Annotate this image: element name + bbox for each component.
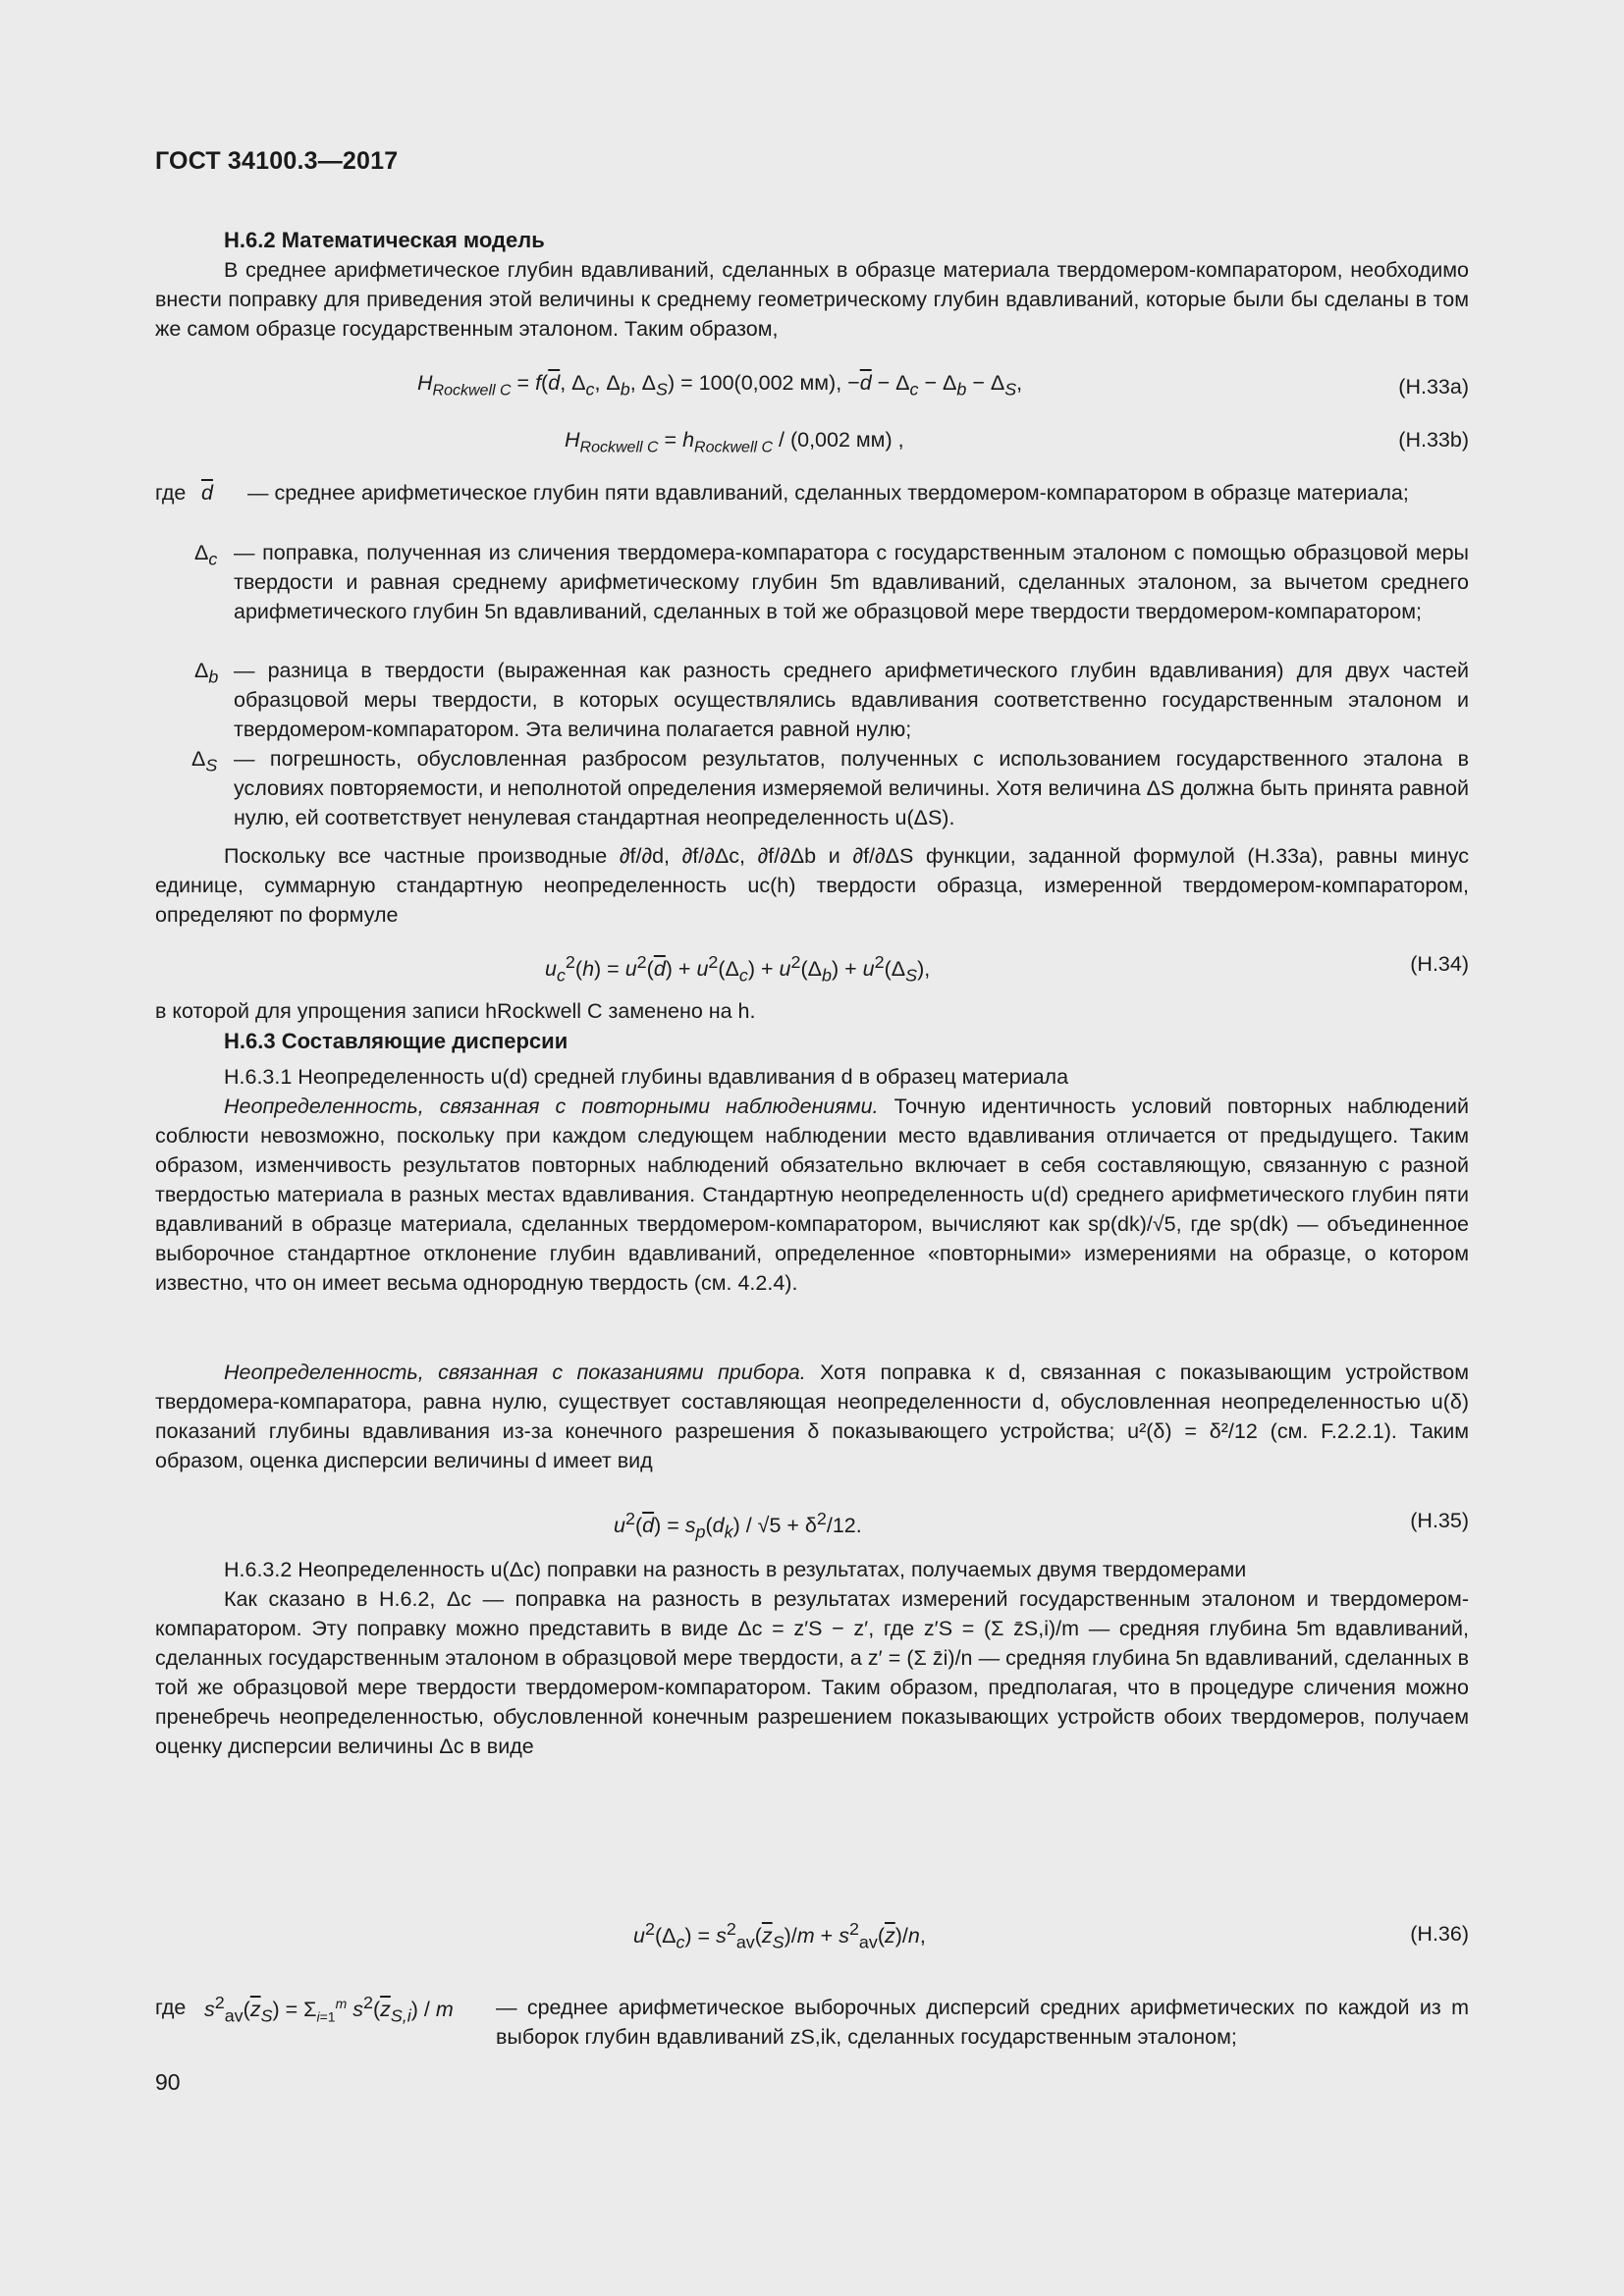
equation-h33a: $H_{Rockwell C} = f(\overline{d}$, $\Delta_c$, $\Delta_b$, $\Delta_S) = 100(0,002$ мм), $-\overline{d} - \Delta_c - \Delta_b - \Delta_S$, — [417, 371, 1023, 400]
where-label: где — [155, 481, 187, 505]
italic-lead-instrument: Неопределенность, связанная с показаниями прибора. — [224, 1361, 806, 1384]
equation-number-h33a: (Н.33а) — [1398, 375, 1469, 399]
definition-delta-b: — разница в твердости (выраженная как разность среднего арифметического глубин вдавливания) для двух частей образцовой меры твердости, в которых осуществлялись вдавливания соответственно государственным эталоном и твердомером-компаратором. Эта величина полагается равной нулю; — [234, 659, 1469, 741]
paragraph-partial-derivatives: Поскольку все частные производные ∂f/∂d, ∂f/∂Δc, ∂f/∂Δb и ∂f/∂ΔS функции, заданной формулой (Н.33а), равны минус единице, суммарную стандартную неопределенность uc(h) твердости образца, измеренной твердомером-компаратором, определяют по формуле — [155, 844, 1469, 927]
definition-s2av: — среднее арифметическое выборочных дисперсий средних арифметических по каждой из m выборок глубин вдавливаний zS,ik, сделанных государственным эталоном; — [496, 1996, 1469, 2049]
paragraph-instrument-readings — [155, 1358, 1469, 1475]
section-heading-h63: Н.6.3 Составляющие дисперсии — [224, 1029, 568, 1053]
paragraph-repeated-observations — [155, 1092, 1469, 1298]
definition-delta-c: — поправка, полученная из сличения твердомера-компаратора с государственным эталоном с помощью образцовой меры твердости и равная среднему арифметическому глубин 5m вдавливаний, сделанных эталоном, за вычетом среднего арифметического глубин 5n вдавливаний, сделанных в той же образцовой мере твердости твердомером-компаратором; — [234, 541, 1469, 623]
equation-number-h33b: (Н.33b) — [1398, 428, 1469, 452]
definition-delta-s: — погрешность, обусловленная разбросом результатов, полученных с использованием государственного эталона в условиях повторяемости, и неполнотой определения измеряемой величины. Хотя величина ΔS должна быть принята равной нулю, ей соответствует ненулевая стандартная неопределенность u(ΔS). — [234, 747, 1469, 829]
equation-h36: $u^2(\Delta_c) = s^2_{av}(\overline{z}_S)/m + s^2_{av}(\overline{z})/n$, — [633, 1919, 926, 1952]
paragraph-comparison: Как сказано в Н.6.2, Δc — поправка на разность в результатах измерений государственным эталоном и твердомером-компаратором. Эту поправку можно представить в виде Δc = z′S − z′, где z′S = (Σ z̄S,i)/m — средняя глубина 5m вдавливаний, сделанных государственным эталоном в образцовой мере твердости, а z′ = (Σ z̄i)/n — средняя глубина 5n вдавливаний, сделанных в той же образцовой мере твердости твердомером-компаратором. Таким образом, предполагая, что в процедуре сличения можно пренебречь неопределенностью, обусловленной конечным разрешением показывающих устройств обоих твердомеров, получаем оценку дисперсии величины Δc в виде — [155, 1587, 1469, 1758]
symbol-delta-b: $\Delta_b$ — [194, 659, 219, 687]
symbol-delta-c: $\Delta_c$ — [194, 541, 218, 569]
equation-number-h34: (Н.34) — [1410, 952, 1469, 976]
equation-s2av: $s^2_{av}(\overline{z}_S) = \Sigma_{i=1}^m$ $s^2(\overline{z}_{S,i})$ / m — [204, 1993, 454, 2026]
equation-number-h36: (Н.36) — [1410, 1922, 1469, 1946]
equation-number-h35: (Н.35) — [1410, 1509, 1469, 1532]
section-heading-h62: Н.6.2 Математическая модель — [224, 228, 545, 252]
equation-h34: $u_c^2(h) = u^2(\overline{d}) + u^2(\Delta_c) + u^2(\Delta_b) + u^2(\Delta_S)$, — [545, 952, 931, 986]
subsection-h632: Н.6.3.2 Неопределенность u(Δc) поправки на разность в результатах, получаемых двумя твердомерами — [224, 1558, 1247, 1581]
paragraph-simplification: в которой для упрощения записи hRockwell C заменено на h. — [155, 999, 756, 1023]
text-instrument: Хотя поправка к d, связанная с показывающим устройством твердомера-компаратора, равна нулю, существует составляющая неопределенности d, обусловленная неопределенностью u(δ) показаний глубины вдавливания из-за конечного разрешения δ показывающего устройства; u²(δ) = δ²/12 (см. F.2.2.1). Таким образом, оценка дисперсии величины d имеет вид — [155, 1361, 1469, 1472]
symbol-d-bar: $\overline{d}$ — [201, 481, 213, 505]
where-label-2: где — [155, 1996, 187, 2019]
equation-h33b: $H_{Rockwell C} = h_{Rockwell C} / (0,002$ мм) , — [565, 428, 904, 456]
symbol-delta-s: $\Delta_S$ — [191, 747, 218, 775]
subsection-h631: Н.6.3.1 Неопределенность u(d) средней глубины вдавливания d в образец материала — [224, 1065, 1069, 1089]
text-repeated: Точную идентичность условий повторных наблюдений соблюсти невозможно, поскольку при каждом следующем наблюдении место вдавливания отличается от предыдущего. Таким образом, изменчивость результатов повторных наблюдений обязательно включает в себя составляющую, связанную с разной твердостью материала в разных местах вдавливания. Стандартную неопределенность u(d) среднего арифметического глубин пяти вдавливаний в образце материала, сделанных твердомером-компаратором, вычисляют как sp(dk)/√5, где sp(dk) — объединенное выборочное стандартное отклонение глубин вдавливаний, определенное «повторными» измерениями на образце, о котором известно, что он имеет весьма однородную твердость (см. 4.2.4). — [155, 1095, 1469, 1295]
italic-lead-repeated: Неопределенность, связанная с повторными наблюдениями. — [224, 1095, 879, 1118]
definition-d: — среднее арифметическое глубин пяти вдавливаний, сделанных твердомером-компаратором в образце материала; — [247, 481, 1409, 505]
paragraph-intro: В среднее арифметическое глубин вдавливаний, сделанных в образце материала твердомером-компаратором, необходимо внести поправку для приведения этой величины к среднему геометрическому глубин вдавливаний, которые были бы сделаны в том же самом образце государственным эталоном. Таким образом, — [155, 258, 1469, 341]
page-number: 90 — [155, 2069, 181, 2095]
equation-h35: $u^2(\overline{d}) = s_p(d_k) / √5 + \delta^2/12$. — [614, 1509, 862, 1542]
document-code: ГОСТ 34100.3—2017 — [155, 147, 399, 175]
